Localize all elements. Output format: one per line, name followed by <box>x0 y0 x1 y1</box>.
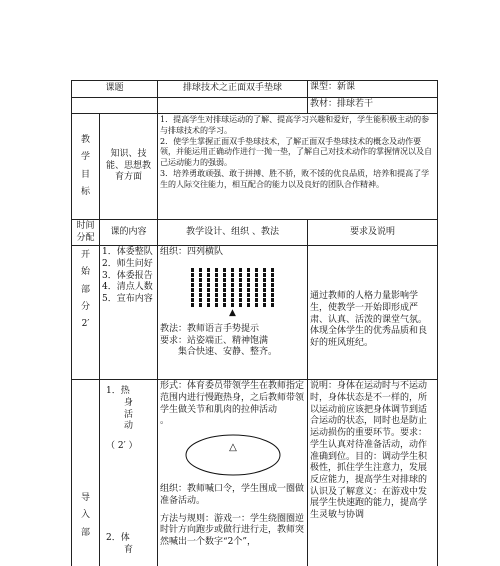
list-item: 1．体委整队 <box>102 247 153 258</box>
warmup-item-time: （ 2′ ） <box>106 441 138 452</box>
objectives-section-label: 教 学 目 标 <box>72 114 100 220</box>
objective-item: 1．提高学生对排球运动的了解、提高学习兴趣和爱好，学生能积极主动的参与排球技术的学习。 <box>160 115 430 135</box>
warmup-organization-text: 组织：教师喊口令，学生围成一圈做准备活动。 <box>160 484 305 506</box>
warmup-item-label: 2．体 <box>106 532 130 543</box>
list-item: 5．宣布内容 <box>102 294 153 305</box>
start-requirement-line: 要求：站姿端正、精神饱满 <box>160 335 269 346</box>
lesson-plan-table <box>71 80 438 566</box>
topic-value: 排球技术之正面双手垫球 <box>158 81 308 98</box>
start-method: 教法：教师语言手势提示 <box>160 324 260 335</box>
list-item: 3．体委报告 <box>102 270 153 281</box>
column-header-time: 时间分配 <box>72 220 100 246</box>
start-section-label: 开 始 部 分 2′ <box>72 246 100 380</box>
warmup-method-text: 方法与规则：游戏一：学生绕圈圈逆时针方向跑步或做行进行走，教师突然喊出一个数字“2个”， <box>160 513 305 547</box>
objectives-category: 知识、技能、思想教育方面 <box>100 114 158 220</box>
start-organization: 组织：四列横队 <box>160 247 224 258</box>
warmup-form-text: 形式：体育委员带领学生在教师指定范围内进行慢跑热身，之后教师带领学生做关节和肌肉的拉伸活动 <box>160 381 305 415</box>
warmup-section-items: 1．热 身 活 动 （ 2′ ） 2．体 育 <box>100 380 158 566</box>
column-header-content: 课的内容 <box>100 220 158 246</box>
objective-item: 3．培养勇敢顽强、敢于拼搏、胜不骄，败不馁的优良品质，培养和提高了学生的人际交往能力，相互配合的能力以及良好的团队合作精神。 <box>160 168 430 189</box>
teaching-content: 教材：排球若干 <box>308 98 438 114</box>
column-header-requirements: 要求及说明 <box>308 220 438 246</box>
topic-label: 课题 <box>72 81 158 98</box>
warmup-section-label: 导 入 部 <box>72 380 100 566</box>
list-item: 2．师生问好 <box>102 259 153 270</box>
lesson-type: 课型：新课 <box>308 81 438 98</box>
list-item: 4．清点人数 <box>102 282 153 293</box>
start-requirement-line: 集合快速、安静、整齐。 <box>178 347 278 358</box>
field-marker: △ <box>228 442 237 454</box>
objective-item: 2．使学生掌握正面双手垫球技术，了解正面双手垫球技术的概念及动作要领，并能运用正确动作进行一抛一垫，了解自己对技术动作的掌握情况以及自己运动能力的强弱。 <box>160 136 433 168</box>
start-section-explanation: 通过教师的人格力量影响学生，使教学一开始即形成严肃、认真、活泼的课堂气氛。体现全体学生的优秀品质和良好的班风班纪。 <box>308 246 438 380</box>
start-section-design <box>158 246 308 380</box>
warmup-item-label: 1．热 <box>106 386 130 397</box>
objectives-list <box>158 114 438 220</box>
circle-formation-icon <box>183 432 283 478</box>
warmup-section-explanation: 说明：身体在运动时与不运动时，身体状态是不一样的，所以运动前应该把身体调节到适合运动的状态，同时也是防止运动损伤的重要环节。要求：学生认真对待准备活动，动作准确到位。目的：调动学生积极性，抓住学生注意力，发展反应能力，提高学生对排球的认识及了解意义：在游戏中发展学生快速跑的能力，提高学生灵敏与协调 <box>308 380 438 566</box>
warmup-section-design <box>158 380 308 566</box>
start-section-time: 2′ <box>81 318 90 329</box>
start-section-items <box>100 246 158 380</box>
four-row-formation-diagram <box>160 267 305 307</box>
teacher-position-icon: ▲ <box>229 308 236 319</box>
running-circle-diagram <box>160 432 305 478</box>
warmup-form-dot: 。 <box>160 416 170 427</box>
column-header-design: 教学设计、组织 、教法 <box>158 220 308 246</box>
